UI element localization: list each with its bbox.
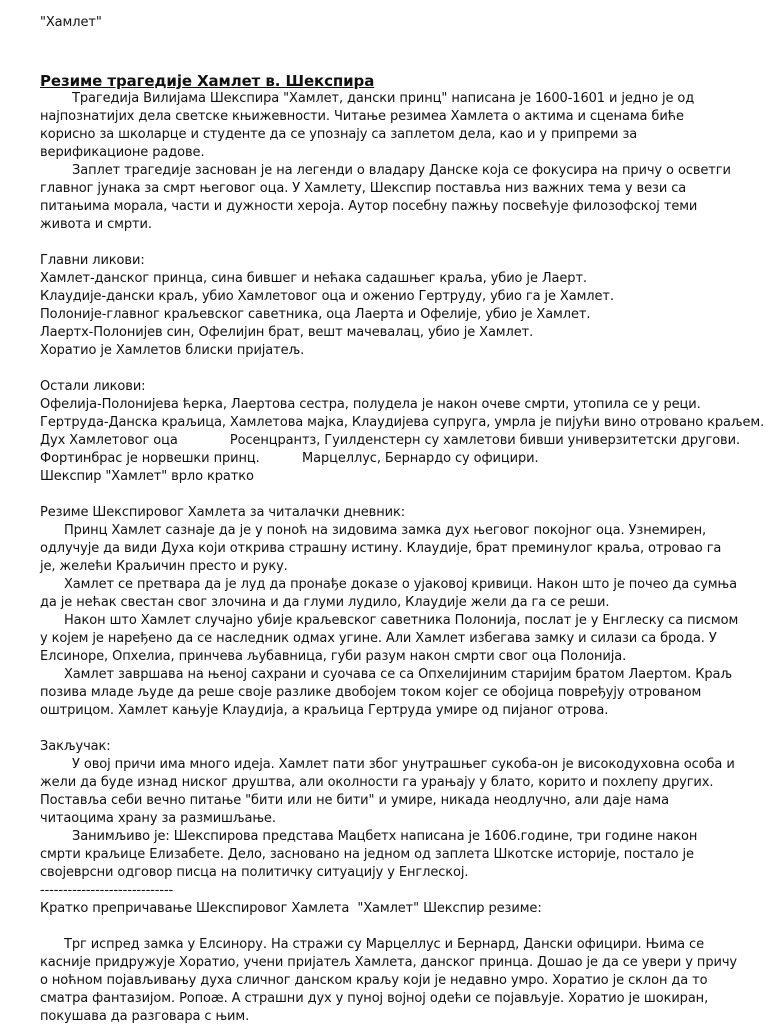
character-row — [40, 450, 740, 468]
diary-paragraph: Након што Хамлет случајно убије краљевског саветника Полонија, послат је у Енглеску са писмом у којем је наређено да се наследник одмах угине. Али Хамлет избегава замку и силази са брода. У Елсиноре, Опхелиа, принчева љубавница, губи разум након смрти свог оца Полонија. — [40, 613, 739, 664]
document-title: "Хамлет" — [40, 15, 102, 30]
character-line: Хамлет-данског принца, сина бившег и нећака садашњег краља, убио је Лаерт. — [40, 271, 587, 286]
other-characters-label: Остали ликови: — [40, 379, 146, 394]
diary-label: Резиме Шекспировог Хамлета за читалачки дневник: — [40, 505, 406, 520]
spacer — [40, 918, 740, 936]
conclusion-label: Закључак: — [40, 739, 111, 754]
main-characters-label: Главни ликови: — [40, 253, 145, 268]
character-line: Хоратио је Хамлетов блиски пријатељ. — [40, 343, 305, 358]
spacer — [40, 234, 740, 252]
character-line: Офелија-Полонијева ћерка, Лаертова сестра, полудела је након очеве смрти, утопила се у реци. — [40, 397, 701, 412]
character-line: Клаудије-дански краљ, убио Хамлетовог оца и оженио Гертруду, убио га је Хамлет. — [40, 289, 614, 304]
intro-paragraph: Трагедија Вилијама Шекспира "Хамлет, дански принц" написана је 1600-1601 и једно је од најпознатијих дела светске књижевности. Читање резимеа Хамлета о актима и сценама биће корисно за школарце и студенте да се упознају са заплетом дела, као и у припреми за верификационе радове. — [40, 91, 695, 160]
character-line: Гертруда-Данска краљица, Хамлетова мајка, Клаудијева супруга, умрла је пијући вино отровано краљем. — [40, 415, 765, 430]
character-cell: Марцеллус, Бернардо су официри. — [302, 451, 539, 466]
diary-paragraph: Хамлет се претвара да је луд да пронађе доказе о ујаковој кривици. Након што је почео да сумња да је нећак свестан свог злочина и да глуми лудило, Клаудије жели да га се реши. — [40, 577, 737, 610]
character-row — [40, 432, 740, 450]
diary-paragraph: Принц Хамлет сазнаје да је у поноћ на зидовима замка дух његовог покојног оца. Узнемирен, одлучује да види Духа који открива страшну истину. Клаудије, брат преминулог краља, отровао га је, желећи Краљичин престо и руку. — [40, 523, 722, 574]
character-cell: Фортинбрас је норвешки принц. — [40, 451, 260, 466]
document-body — [40, 14, 765, 1026]
intro-paragraph: Заплет трагедије заснован је на легенди о владару Данске која се фокусира на причу о осветги главног јунака за смрт његовог оца. У Хамлету, Шекспир поставља низ важних тема у вези са питањима морала, части и дужности хероја. Аутор посебну пажњу посвећује филозофској теми живота и смрти. — [40, 163, 731, 232]
character-cell: Росенцрантз, Гуилденстерн су хамлетови бивши универзитетски другови. — [229, 433, 740, 448]
short-summary-label: Шекспир "Хамлет" врло кратко — [40, 469, 254, 484]
retelling-label: Кратко препричавање Шекспировог Хамлета "Хамлет" Шекспир резиме: — [40, 901, 542, 916]
separator-line: ----------------------------- — [40, 883, 174, 898]
character-line: Полоније-главног краљевског саветника, оца Лаерта и Офелије, убио је Хамлет. — [40, 307, 591, 322]
diary-paragraph: Хамлет завршава на њеној сахрани и суочава се са Опхелијиним старијим братом Лаертом. Краљ позива младе људе да реше своје разлике двобојем током којег се обојица повређују отрованом оштрицом. Хамлет кањује Клаудија, а краљица Гертруда умире од пијаног отрова. — [40, 667, 732, 718]
spacer — [40, 32, 740, 72]
retelling-paragraph: Трг испред замка у Елсинору. На стражи су Марцеллус и Бернард, Дански официри. Њима се касније придружује Хоратио, учени пријатељ Хамлета, данског принца. Дошао је да се увери у причу о ноћном појављивању духа сличног данском краљу који је недавно умро. Хоратио је склон да то сматра фантазијом. Ропоæ. А страшни дух у пуној војној одећи се појављује. Хоратио је шокиран, покушава да разговара с њим. — [40, 937, 738, 1024]
section-heading: Резиме трагедије Хамлет в. Шекспира — [40, 72, 375, 90]
spacer — [40, 486, 740, 504]
spacer — [40, 720, 740, 738]
conclusion-paragraph: У овој причи има много идеја. Хамлет пати због унутрашњег сукоба-он је високодуховна особа и жели да буде изнад ниског друштва, али околности га урањају у блато, корито и похлепу других. Поставља себи вечно питање "бити или не бити" и умире, никада неодлучно, али даје нама читаоцима храну за размишљање. — [40, 757, 735, 826]
conclusion-paragraph: Занимљиво је: Шекспирова представа Мацбетх написана је 1606.године, три године након смрти краљице Елизабете. Дело, засновано на једном од заплета Шкотске историје, постало је својеврсни одговор писца на политичку ситуацију у Енглеској. — [40, 829, 698, 880]
character-line: Лаертх-Полонијев син, Офелијин брат, вешт мачевалац, убио је Хамлет. — [40, 325, 534, 340]
character-cell: Дух Хамлетовог оца — [40, 433, 178, 448]
spacer — [40, 360, 740, 378]
